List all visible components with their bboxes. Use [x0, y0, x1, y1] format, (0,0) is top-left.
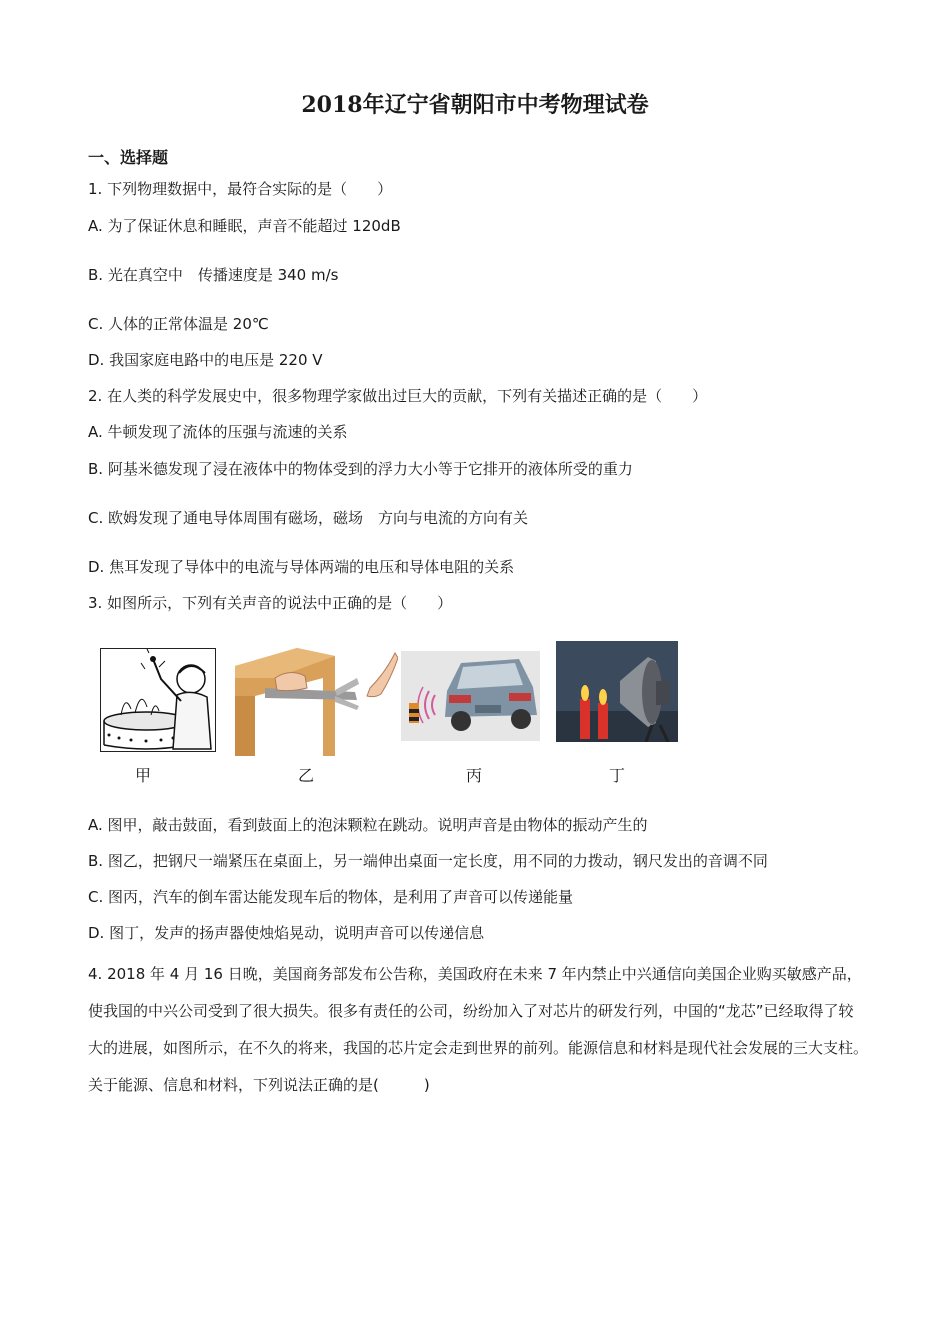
figure-bing-car — [401, 651, 540, 741]
q3-option-d: D. 图丁，发声的扬声器使烛焰晃动，说明声音可以传递信息 — [88, 924, 485, 942]
q3-option-b: B. 图乙，把钢尺一端紧压在桌面上，另一端伸出桌面一定长度，用不同的力拨动，钢尺发出的音调不同 — [88, 852, 768, 870]
q3-option-c: C. 图丙，汽车的倒车雷达能发现车后的物体，是利用了声音可以传递能量 — [88, 888, 574, 906]
section-heading: 一、选择题 — [88, 148, 169, 167]
q4-paragraph: 4. 2018 年 4 月 16 日晚，美国商务部发布公告称，美国政府在未来 7 年内禁止中兴通信向美国企业购买敏感产品，使我国的中兴公司受到了很大损失。很多有责任的公司，纷纷加入了对芯片的研发行列，中国的“龙芯”已经取得了较大的进展，如图所示，在不久的将来，我国的芯片定会走到世界的前列。能源信息和材料是现代社会发展的三大支柱。关于能源、信息和材料，下列说法正确的是( ) — [88, 965, 869, 1094]
q1-stem: 1. 下列物理数据中，最符合实际的是（ ） — [88, 180, 393, 198]
caption-ding: 丁 — [609, 766, 626, 785]
q3-stem: 3. 如图所示，下列有关声音的说法中正确的是（ ） — [88, 594, 453, 612]
caption-jia: 甲 — [135, 766, 152, 785]
q2-stem: 2. 在人类的科学发展史中，很多物理学家做出过巨大的贡献，下列有关描述正确的是（ ） — [88, 387, 708, 405]
q1-option-d: D. 我国家庭电路中的电压是 220 V — [88, 351, 323, 369]
q2-option-d: D. 焦耳发现了导体中的电流与导体两端的电压和导体电阻的关系 — [88, 558, 515, 576]
figure-jia-drum — [100, 648, 216, 752]
page-title: 2018年辽宁省朝阳市中考物理试卷 — [301, 92, 649, 118]
q1-option-c: C. 人体的正常体温是 20℃ — [88, 315, 269, 333]
q2-option-b: B. 阿基米德发现了浸在液体中的物体受到的浮力大小等于它排开的液体所受的重力 — [88, 460, 633, 478]
q3-option-a: A. 图甲，敲击鼓面，看到鼓面上的泡沫颗粒在跳动。说明声音是由物体的振动产生的 — [88, 816, 648, 834]
q2-option-c: C. 欧姆发现了通电导体周围有磁场，磁场 方向与电流的方向有关 — [88, 509, 529, 527]
caption-bing: 丙 — [466, 766, 483, 785]
caption-yi: 乙 — [298, 766, 315, 785]
q1-option-a: A. 为了保证休息和睡眠，声音不能超过 120dB — [88, 217, 401, 235]
figure-yi-ruler — [235, 648, 398, 756]
figure-ding-candles — [556, 641, 678, 742]
q2-option-a: A. 牛顿发现了流体的压强与流速的关系 — [88, 423, 348, 441]
q1-option-b: B. 光在真空中 传播速度是 340 m/s — [88, 266, 339, 284]
